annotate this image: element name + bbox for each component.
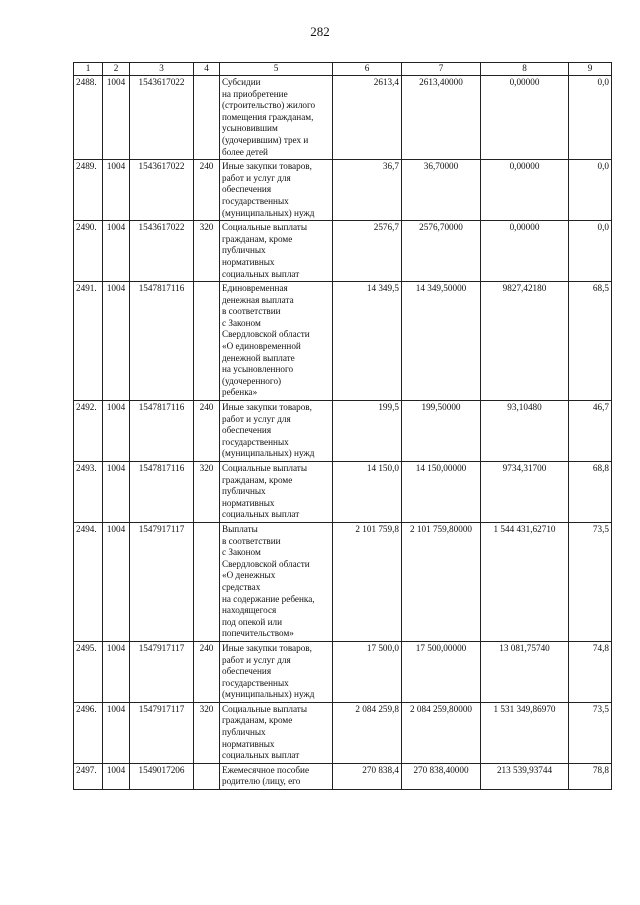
value-col7: 36,70000	[402, 160, 481, 221]
value-col6: 2613,4	[333, 76, 402, 160]
row-number: 2496.	[74, 702, 103, 763]
section-code: 1004	[103, 702, 130, 763]
value-col8: 9827,42180	[481, 282, 569, 401]
section-code: 1004	[103, 76, 130, 160]
percent-col9: 0,0	[569, 76, 612, 160]
section-code: 1004	[103, 641, 130, 702]
value-col6: 17 500,0	[333, 641, 402, 702]
row-number: 2491.	[74, 282, 103, 401]
expense-type-code	[194, 282, 220, 401]
item-name: Иные закупки товаров, работ и услуг для обеспечения государственных (муниципальных) нужд	[220, 641, 333, 702]
table-row	[74, 282, 612, 401]
value-col7: 14 150,00000	[402, 462, 481, 523]
expense-type-code: 320	[194, 702, 220, 763]
percent-col9: 74,8	[569, 641, 612, 702]
value-col7: 199,50000	[402, 401, 481, 462]
target-article-code: 1549017206	[130, 763, 194, 789]
row-number: 2488.	[74, 76, 103, 160]
row-number: 2490.	[74, 221, 103, 282]
section-code: 1004	[103, 462, 130, 523]
table-row	[74, 522, 612, 641]
value-col6: 2576,7	[333, 221, 402, 282]
value-col8: 9734,31700	[481, 462, 569, 523]
row-number: 2489.	[74, 160, 103, 221]
target-article-code: 1543617022	[130, 76, 194, 160]
percent-col9: 78,8	[569, 763, 612, 789]
percent-col9: 68,8	[569, 462, 612, 523]
column-header: 9	[569, 63, 612, 76]
row-number: 2494.	[74, 522, 103, 641]
percent-col9: 0,0	[569, 221, 612, 282]
page-number: 282	[310, 24, 330, 39]
row-number: 2493.	[74, 462, 103, 523]
expense-type-code	[194, 522, 220, 641]
percent-col9: 46,7	[569, 401, 612, 462]
value-col8: 0,00000	[481, 221, 569, 282]
value-col8: 13 081,75740	[481, 641, 569, 702]
item-name: Субсидии на приобретение (строительство) жилого помещения гражданам, усыновившим (удочерившим) трех и более детей	[220, 76, 333, 160]
section-code: 1004	[103, 282, 130, 401]
value-col6: 2 101 759,8	[333, 522, 402, 641]
column-header: 3	[130, 63, 194, 76]
table-row	[74, 401, 612, 462]
value-col7: 2613,40000	[402, 76, 481, 160]
value-col8: 1 544 431,62710	[481, 522, 569, 641]
value-col7: 2 101 759,80000	[402, 522, 481, 641]
column-header: 6	[333, 63, 402, 76]
value-col6: 36,7	[333, 160, 402, 221]
section-code: 1004	[103, 763, 130, 789]
row-number: 2497.	[74, 763, 103, 789]
section-code: 1004	[103, 160, 130, 221]
expense-type-code	[194, 76, 220, 160]
value-col7: 270 838,40000	[402, 763, 481, 789]
column-header: 2	[103, 63, 130, 76]
expense-type-code: 240	[194, 401, 220, 462]
value-col6: 14 150,0	[333, 462, 402, 523]
value-col7: 2 084 259,80000	[402, 702, 481, 763]
target-article-code: 1547917117	[130, 702, 194, 763]
value-col8: 0,00000	[481, 160, 569, 221]
section-code: 1004	[103, 522, 130, 641]
table-row	[74, 221, 612, 282]
expense-type-code: 240	[194, 160, 220, 221]
item-name: Ежемесячное пособие родителю (лицу, его	[220, 763, 333, 789]
value-col8: 93,10480	[481, 401, 569, 462]
item-name: Выплаты в соответствии с Законом Свердловской области «О денежных средствах на содержание ребенка, находящегося под опекой или попечительством»	[220, 522, 333, 641]
expense-type-code	[194, 763, 220, 789]
target-article-code: 1543617022	[130, 160, 194, 221]
table-row	[74, 763, 612, 789]
expense-type-code: 320	[194, 221, 220, 282]
column-header: 1	[74, 63, 103, 76]
item-name: Социальные выплаты гражданам, кроме публичных нормативных социальных выплат	[220, 702, 333, 763]
target-article-code: 1547817116	[130, 401, 194, 462]
column-header: 8	[481, 63, 569, 76]
table-row	[74, 462, 612, 523]
percent-col9: 0,0	[569, 160, 612, 221]
table-header-row	[74, 63, 612, 76]
section-code: 1004	[103, 221, 130, 282]
column-header: 5	[220, 63, 333, 76]
expense-type-code: 240	[194, 641, 220, 702]
row-number: 2495.	[74, 641, 103, 702]
value-col7: 2576,70000	[402, 221, 481, 282]
percent-col9: 73,5	[569, 522, 612, 641]
target-article-code: 1547917117	[130, 522, 194, 641]
percent-col9: 73,5	[569, 702, 612, 763]
column-header: 7	[402, 63, 481, 76]
target-article-code: 1547817116	[130, 282, 194, 401]
value-col7: 14 349,50000	[402, 282, 481, 401]
item-name: Социальные выплаты гражданам, кроме публичных нормативных социальных выплат	[220, 462, 333, 523]
section-code: 1004	[103, 401, 130, 462]
item-name: Иные закупки товаров, работ и услуг для обеспечения государственных (муниципальных) нужд	[220, 401, 333, 462]
value-col8: 213 539,93744	[481, 763, 569, 789]
target-article-code: 1543617022	[130, 221, 194, 282]
expense-type-code: 320	[194, 462, 220, 523]
table-row	[74, 702, 612, 763]
value-col6: 2 084 259,8	[333, 702, 402, 763]
table-row	[74, 641, 612, 702]
target-article-code: 1547817116	[130, 462, 194, 523]
budget-table	[73, 62, 612, 790]
table-body	[74, 76, 612, 790]
column-header: 4	[194, 63, 220, 76]
value-col6: 199,5	[333, 401, 402, 462]
value-col6: 14 349,5	[333, 282, 402, 401]
item-name: Иные закупки товаров, работ и услуг для обеспечения государственных (муниципальных) нужд	[220, 160, 333, 221]
table-row	[74, 76, 612, 160]
value-col6: 270 838,4	[333, 763, 402, 789]
table-row	[74, 160, 612, 221]
value-col8: 0,00000	[481, 76, 569, 160]
target-article-code: 1547917117	[130, 641, 194, 702]
value-col7: 17 500,00000	[402, 641, 481, 702]
value-col8: 1 531 349,86970	[481, 702, 569, 763]
item-name: Социальные выплаты гражданам, кроме публичных нормативных социальных выплат	[220, 221, 333, 282]
item-name: Единовременная денежная выплата в соответствии с Законом Свердловской области «О единовременной денежной выплате на усыновленного (удочеренного) ребенка»	[220, 282, 333, 401]
percent-col9: 68,5	[569, 282, 612, 401]
row-number: 2492.	[74, 401, 103, 462]
